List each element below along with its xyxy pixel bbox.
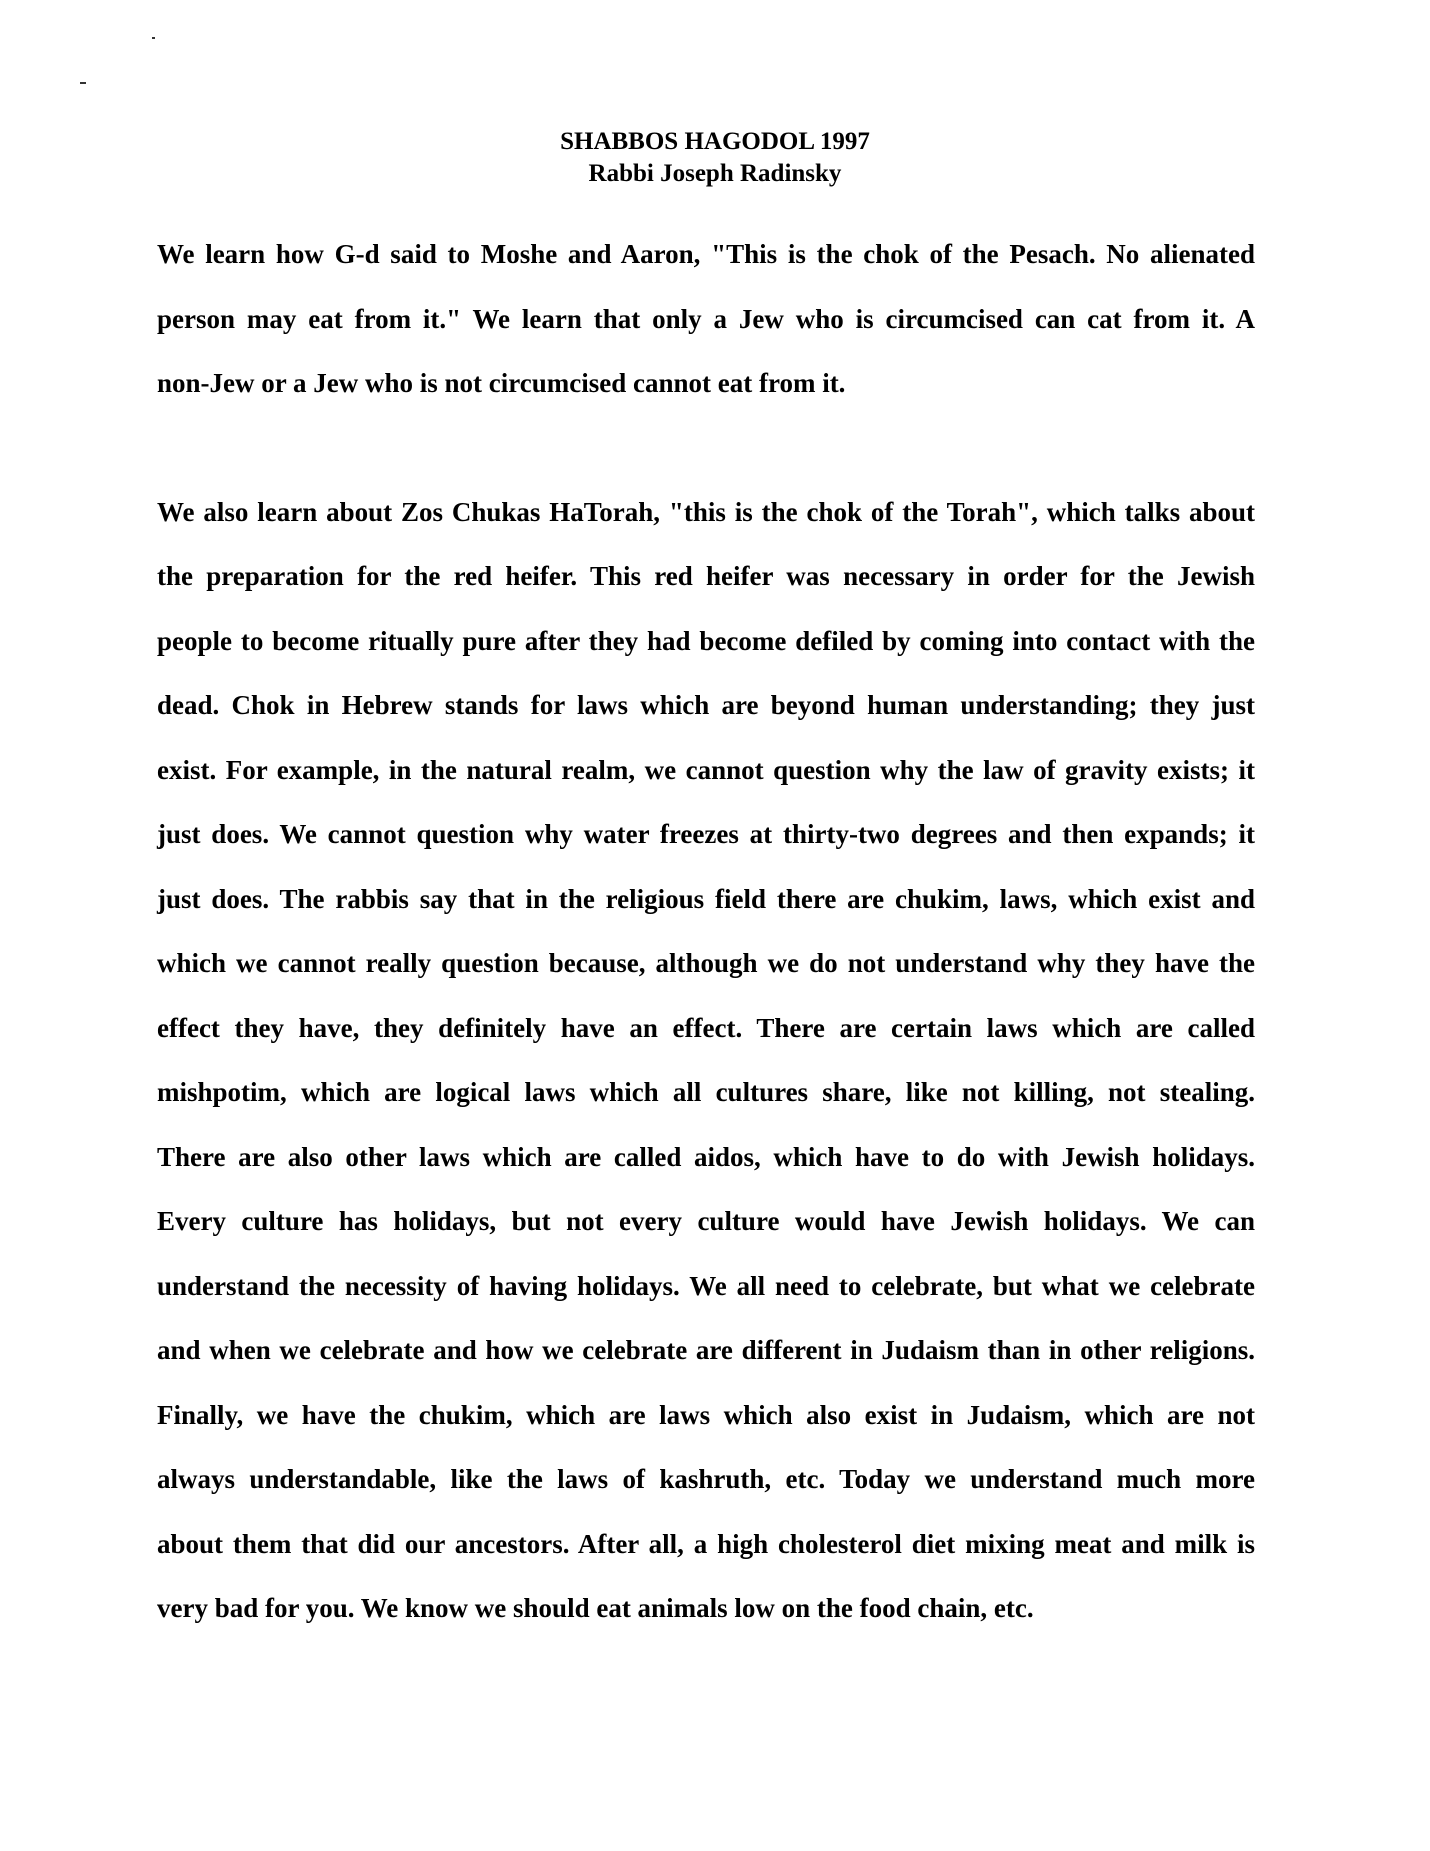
scan-speck (152, 37, 155, 39)
text-line: the preparation for the red heifer. This red heifer was necessary in order for the Jewish (157, 561, 1255, 591)
document-title: SHABBOS HAGODOL 1997 (560, 128, 870, 155)
text-line: exist. For example, in the natural realm, we cannot question why the law of gravity exists; it (157, 754, 1255, 785)
text-line: understand the necessity of having holidays. We all need to celebrate, but what we celebrate (157, 1270, 1255, 1301)
document-header (0, 126, 1430, 190)
document-body (157, 222, 1255, 1641)
text-line: just does. We cannot question why water freezes at thirty-two degrees and then expands; it (157, 819, 1255, 849)
text-line: very bad for you. We know we should eat animals low on the food chain, etc. (157, 1593, 1034, 1623)
text-line: about them that did our ancestors. After all, a high cholesterol diet mixing meat and milk is (157, 1528, 1255, 1559)
text-line: and when we celebrate and how we celebrate are different in Judaism than in other religions. (157, 1335, 1255, 1365)
text-line: person may eat from it." We learn that only a Jew who is circumcised can cat from it. A (157, 303, 1255, 334)
text-line: always understandable, like the laws of kashruth, etc. Today we understand much more (157, 1464, 1255, 1494)
paragraph-gap (157, 416, 1255, 480)
text-line: Every culture has holidays, but not every culture would have Jewish holidays. We can (157, 1206, 1255, 1236)
paragraph (157, 480, 1255, 1641)
text-line: dead. Chok in Hebrew stands for laws which are beyond human understanding; they just (157, 690, 1255, 720)
text-line: There are also other laws which are called aidos, which have to do with Jewish holidays. (157, 1141, 1255, 1172)
text-line: We also learn about Zos Chukas HaTorah, "this is the chok of the Torah", which talks about (157, 496, 1255, 527)
text-line: Finally, we have the chukim, which are laws which also exist in Judaism, which are not (157, 1399, 1255, 1430)
text-line: mishpotim, which are logical laws which all cultures share, like not killing, not stealing. (157, 1077, 1255, 1107)
text-line: which we cannot really question because, although we do not understand why they have the (157, 948, 1255, 978)
text-line: people to become ritually pure after they had become defiled by coming into contact with the (157, 625, 1255, 656)
document-author: Rabbi Joseph Radinsky (588, 160, 842, 187)
paragraph (157, 222, 1255, 416)
scan-speck (80, 82, 86, 84)
text-line: effect they have, they definitely have an effect. There are certain laws which are called (157, 1012, 1255, 1043)
text-line: We learn how G-d said to Moshe and Aaron, "This is the chok of the Pesach. No alienated (157, 239, 1255, 269)
text-line: just does. The rabbis say that in the religious field there are chukim, laws, which exist and (157, 883, 1255, 914)
text-line: non-Jew or a Jew who is not circumcised cannot eat from it. (157, 368, 846, 398)
